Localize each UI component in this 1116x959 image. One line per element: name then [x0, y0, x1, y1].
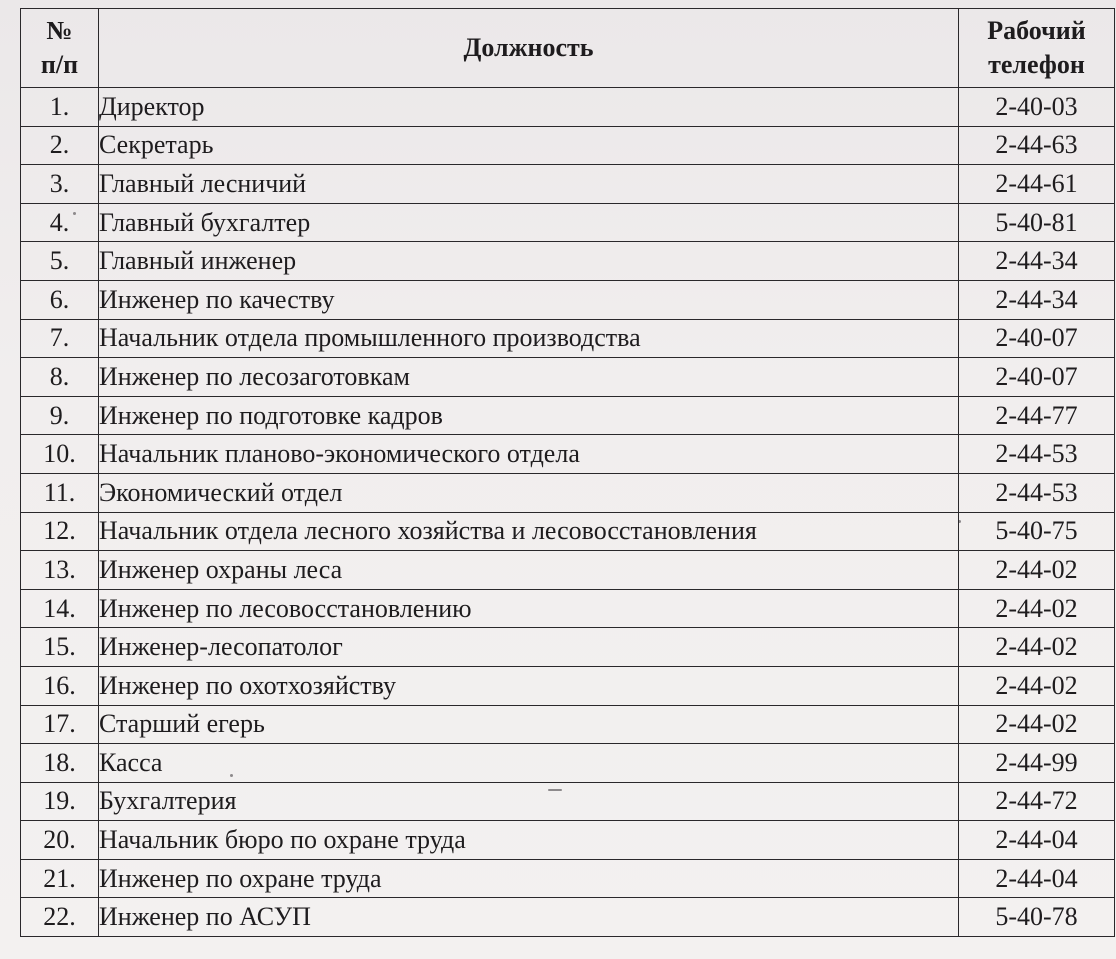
row-phone: 2-44-02	[959, 705, 1115, 744]
header-phone-line1: Рабочий	[987, 16, 1086, 45]
table-row	[21, 396, 1115, 435]
table-row	[21, 782, 1115, 821]
table-header-row	[21, 9, 1115, 88]
table-row	[21, 203, 1115, 242]
table-row	[21, 628, 1115, 667]
row-number: 4.	[21, 203, 99, 242]
header-number-line2: п/п	[40, 50, 79, 79]
table-row	[21, 551, 1115, 590]
row-position: Старший егерь	[99, 705, 959, 744]
row-position: Директор	[99, 88, 959, 127]
row-position: Секретарь	[99, 126, 959, 165]
row-number: 7.	[21, 319, 99, 358]
row-position: Начальник отдела промышленного производства	[99, 319, 959, 358]
column-header-phone	[959, 9, 1115, 88]
row-position: Инженер-лесопатолог	[99, 628, 959, 667]
row-number: 22.	[21, 898, 99, 937]
row-position: Инженер по АСУП	[99, 898, 959, 937]
row-number: 13.	[21, 551, 99, 590]
header-phone-line2: телефон	[988, 50, 1085, 79]
table-row	[21, 666, 1115, 705]
staff-phone-table	[20, 8, 1115, 937]
row-phone: 2-44-02	[959, 666, 1115, 705]
row-number: 12.	[21, 512, 99, 551]
row-position: Бухгалтерия	[99, 782, 959, 821]
table-row	[21, 319, 1115, 358]
table-body	[21, 88, 1115, 937]
row-position: Инженер по подготовке кадров	[99, 396, 959, 435]
table-row	[21, 242, 1115, 281]
row-number: 3.	[21, 165, 99, 204]
column-header-position: Должность	[99, 9, 959, 88]
table-row	[21, 859, 1115, 898]
row-position: Инженер по охране труда	[99, 859, 959, 898]
row-number: 14.	[21, 589, 99, 628]
row-phone: 2-40-07	[959, 358, 1115, 397]
table-row	[21, 744, 1115, 783]
table-row	[21, 88, 1115, 127]
row-phone: 2-44-99	[959, 744, 1115, 783]
row-position: Инженер по охотхозяйству	[99, 666, 959, 705]
table-row	[21, 280, 1115, 319]
row-phone: 2-44-63	[959, 126, 1115, 165]
row-position: Экономический отдел	[99, 473, 959, 512]
table-row	[21, 821, 1115, 860]
table-row	[21, 435, 1115, 474]
row-phone: 2-44-53	[959, 435, 1115, 474]
table-row	[21, 705, 1115, 744]
row-phone: 2-44-34	[959, 280, 1115, 319]
row-position: Главный лесничий	[99, 165, 959, 204]
row-number: 19.	[21, 782, 99, 821]
row-phone: 2-44-72	[959, 782, 1115, 821]
row-phone: 2-44-77	[959, 396, 1115, 435]
row-number: 8.	[21, 358, 99, 397]
table-row	[21, 473, 1115, 512]
row-number: 2.	[21, 126, 99, 165]
row-position: Начальник бюро по охране труда	[99, 821, 959, 860]
row-phone: 2-44-02	[959, 551, 1115, 590]
row-position: Инженер по лесозаготовкам	[99, 358, 959, 397]
row-phone: 5-40-81	[959, 203, 1115, 242]
table-row	[21, 358, 1115, 397]
table-row	[21, 126, 1115, 165]
row-phone: 2-44-04	[959, 859, 1115, 898]
row-number: 16.	[21, 666, 99, 705]
table-row	[21, 898, 1115, 937]
row-position: Касса	[99, 744, 959, 783]
table-row	[21, 165, 1115, 204]
row-number: 17.	[21, 705, 99, 744]
row-number: 21.	[21, 859, 99, 898]
table-row	[21, 512, 1115, 551]
row-number: 10.	[21, 435, 99, 474]
row-number: 15.	[21, 628, 99, 667]
row-phone: 5-40-78	[959, 898, 1115, 937]
column-header-number	[21, 9, 99, 88]
row-phone: 2-44-02	[959, 628, 1115, 667]
row-phone: 2-44-61	[959, 165, 1115, 204]
row-number: 1.	[21, 88, 99, 127]
header-number-line1: №	[46, 16, 73, 45]
row-position: Главный инженер	[99, 242, 959, 281]
row-phone: 2-44-04	[959, 821, 1115, 860]
row-position: Инженер по качеству	[99, 280, 959, 319]
row-number: 9.	[21, 396, 99, 435]
row-number: 5.	[21, 242, 99, 281]
row-position: Инженер охраны леса	[99, 551, 959, 590]
row-number: 18.	[21, 744, 99, 783]
row-position: Инженер по лесовосстановлению	[99, 589, 959, 628]
row-phone: 5-40-75	[959, 512, 1115, 551]
row-phone: 2-44-02	[959, 589, 1115, 628]
row-number: 6.	[21, 280, 99, 319]
row-number: 20.	[21, 821, 99, 860]
row-number: 11.	[21, 473, 99, 512]
row-phone: 2-40-07	[959, 319, 1115, 358]
row-position: Главный бухгалтер	[99, 203, 959, 242]
row-position: Начальник отдела лесного хозяйства и лесовосстановления	[99, 512, 959, 551]
row-phone: 2-44-53	[959, 473, 1115, 512]
row-phone: 2-40-03	[959, 88, 1115, 127]
table-row	[21, 589, 1115, 628]
row-phone: 2-44-34	[959, 242, 1115, 281]
row-position: Начальник планово-экономического отдела	[99, 435, 959, 474]
